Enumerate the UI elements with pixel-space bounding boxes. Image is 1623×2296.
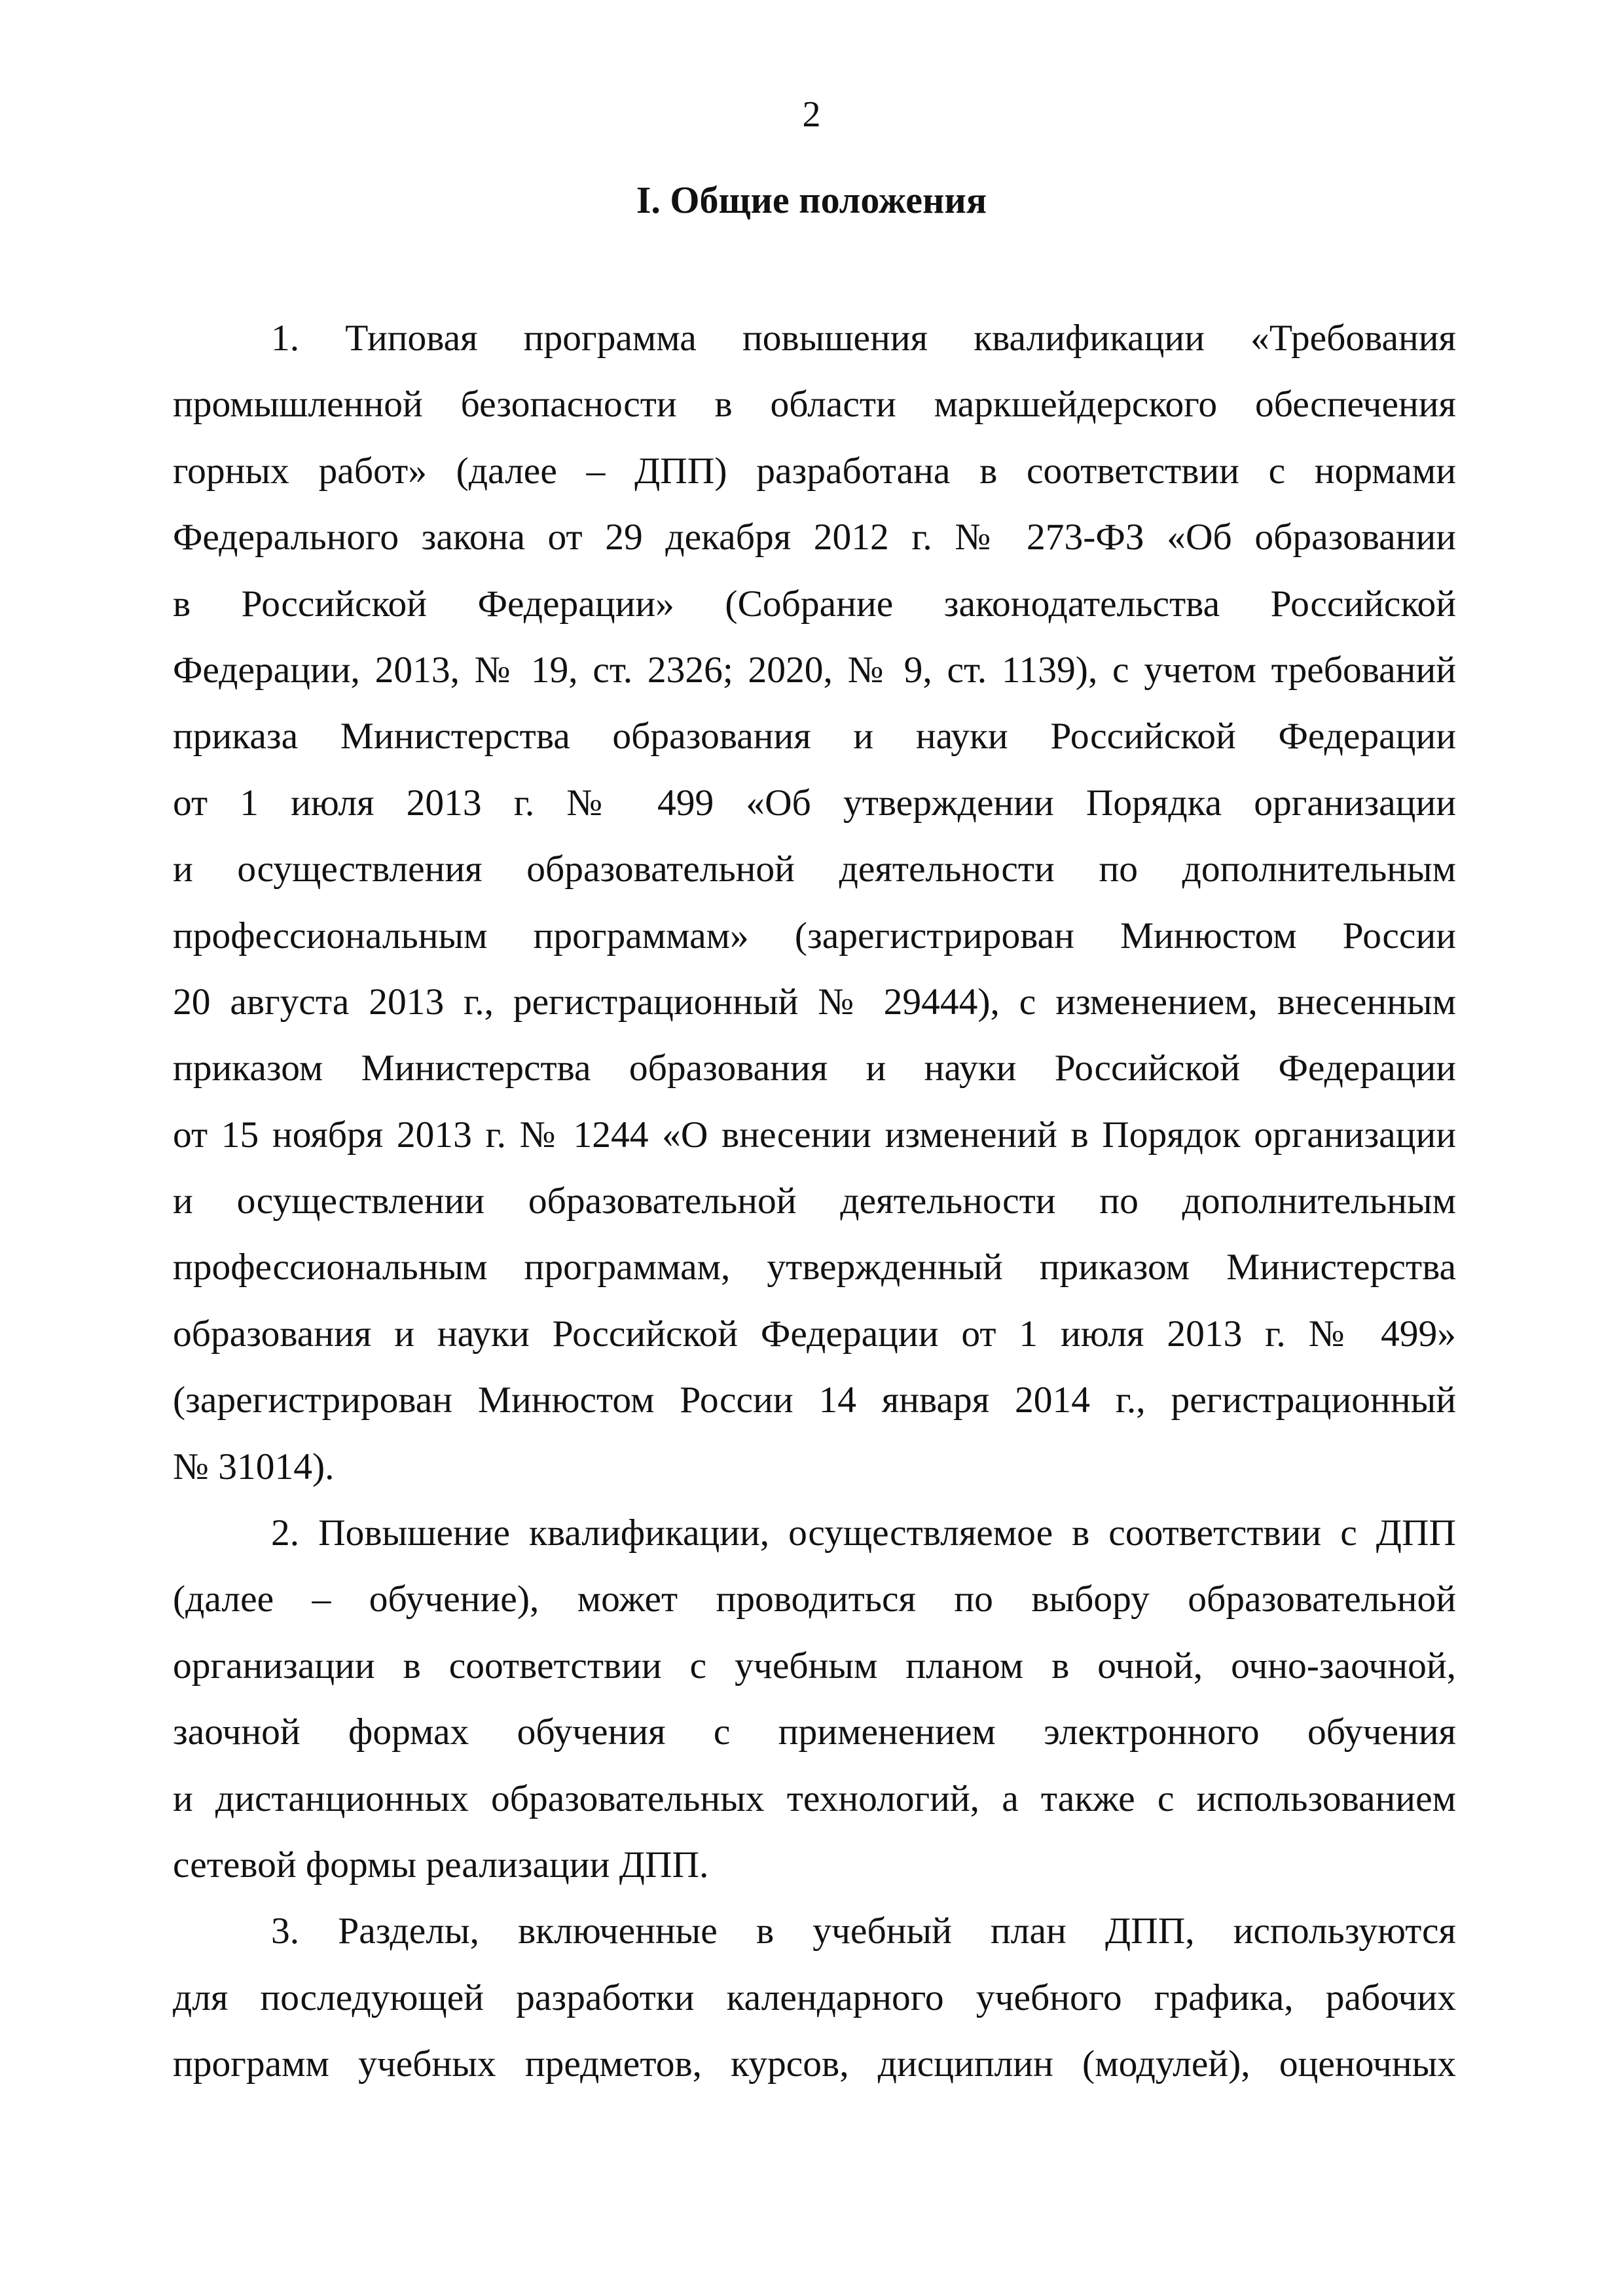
section-title: I. Общие положения bbox=[636, 179, 987, 221]
paragraph-1-line-10: профессиональным программам» (зарегистрирован Минюстом России bbox=[173, 915, 1456, 957]
paragraph-1-line-11: 20 августа 2013 г., регистрационный № 29444), с изменением, внесенным bbox=[173, 981, 1456, 1023]
document-body bbox=[173, 305, 1456, 2098]
paragraph-1-line-2: промышленной безопасности в области маркшейдерского обеспечения bbox=[173, 384, 1456, 426]
paragraph-1-line-18: № 31014). bbox=[173, 1446, 335, 1487]
paragraph-3-line-3: программ учебных предметов, курсов, дисциплин (модулей), оценочных bbox=[173, 2043, 1456, 2085]
paragraph-2-line-4: заочной формах обучения с применением электронного обучения bbox=[173, 1711, 1456, 1753]
paragraph-1-line-8: от 1 июля 2013 г. № 499 «Об утверждении Порядка организации bbox=[173, 782, 1456, 824]
paragraph-1-line-9: и осуществления образовательной деятельности по дополнительным bbox=[173, 848, 1456, 890]
paragraph-1-line-14: и осуществлении образовательной деятельности по дополнительным bbox=[173, 1180, 1456, 1222]
paragraph-1-line-4: Федерального закона от 29 декабря 2012 г. № 273-ФЗ «Об образовании bbox=[173, 517, 1456, 558]
paragraph-1-line-16: образования и науки Российской Федерации от 1 июля 2013 г. № 499» bbox=[173, 1313, 1456, 1355]
paragraph-1-line-6: Федерации, 2013, № 19, ст. 2326; 2020, № 9, ст. 1139), с учетом требований bbox=[173, 649, 1456, 691]
paragraph-1-line-17: (зарегистрирован Минюстом России 14 января 2014 г., регистрационный bbox=[173, 1379, 1456, 1421]
paragraph-3-line-1: 3. Разделы, включенные в учебный план ДПП, используются bbox=[271, 1910, 1456, 1952]
paragraph-1-line-12: приказом Министерства образования и науки Российской Федерации bbox=[173, 1048, 1456, 1089]
paragraph-1-line-1: 1. Типовая программа повышения квалификации «Требования bbox=[271, 318, 1456, 359]
paragraph-3-line-2: для последующей разработки календарного учебного графика, рабочих bbox=[173, 1977, 1456, 2018]
paragraph-2-line-6: сетевой формы реализации ДПП. bbox=[173, 1844, 709, 1886]
paragraph-2-line-5: и дистанционных образовательных технологий, а также с использованием bbox=[173, 1777, 1456, 1819]
paragraph-1-line-3: горных работ» (далее – ДПП) разработана в соответствии с нормами bbox=[173, 450, 1456, 492]
page-number: 2 bbox=[802, 94, 821, 135]
paragraph-1-line-5: в Российской Федерации» (Собрание законодательства Российской bbox=[173, 583, 1456, 625]
paragraph-1-line-13: от 15 ноября 2013 г. № 1244 «О внесении изменений в Порядок организации bbox=[173, 1114, 1456, 1156]
paragraph-2-line-3: организации в соответствии с учебным планом в очной, очно-заочной, bbox=[173, 1645, 1456, 1686]
paragraph-2-line-2: (далее – обучение), может проводиться по выбору образовательной bbox=[173, 1578, 1456, 1620]
paragraph-1-line-7: приказа Министерства образования и науки Российской Федерации bbox=[173, 716, 1456, 757]
paragraph-2-line-1: 2. Повышение квалификации, осуществляемое в соответствии с ДПП bbox=[271, 1512, 1456, 1554]
paragraph-1-line-15: профессиональным программам, утвержденный приказом Министерства bbox=[173, 1247, 1456, 1288]
